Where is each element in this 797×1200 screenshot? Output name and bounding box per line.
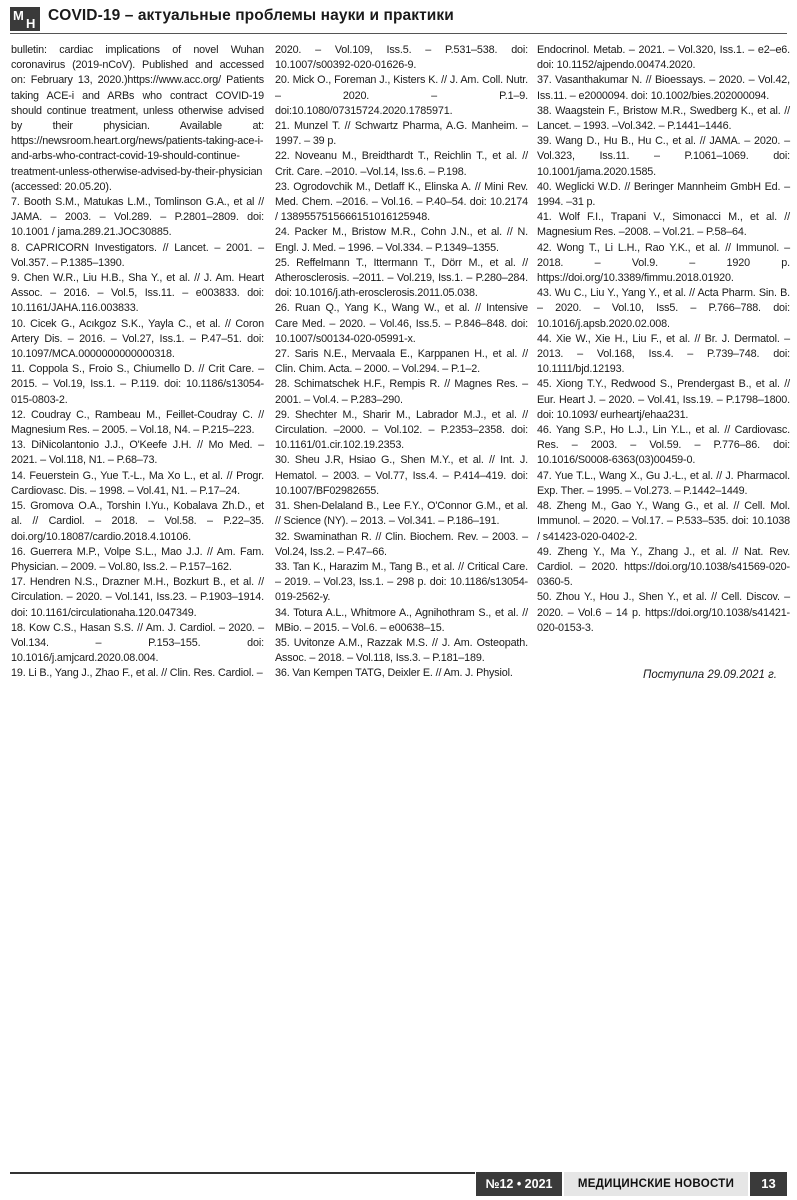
reference-entry: 26. Ruan Q., Yang K., Wang W., et al. // Intensive Care Med. – 2020. – Vol.46, Iss.5. – P.846–848. doi: 10.1007/s00134-020-05991-x. [275,302,528,345]
reference-entry: 14. Feuerstein G., Yue T.-L., Ma Xo L., et al. // Progr. Cardiovasc. Dis. – 1998. – Vol.41, N1. – P.17–24. [11,469,264,497]
reference-entry: Endocrinol. Metab. – 2021. – Vol.320, Iss.1. – e2–e6. doi: 10.1152/ajpendo.00474.2020. [537,44,790,72]
references-column-3 [537,43,790,636]
logo-letter-m: М [13,8,24,23]
reference-entry: 41. Wolf F.I., Trapani V., Simonacci M., et al. // Magnesium Res. –2008. – Vol.21. – P.58–64. [537,211,790,239]
reference-entry: 48. Zheng M., Gao Y., Wang G., et al. // Cell. Mol. Immunol. – 2020. – Vol.17. – P.533–535. doi: 10.1038 / s41423-020-0402-2. [537,500,790,543]
reference-entry: 39. Wang D., Hu B., Hu C., et al. // JAMA. – 2020. – Vol.323, Iss.11. – P.1061–1069. doi: 10.1001/jama.2020.1585. [537,135,790,178]
reference-entry: 29. Shechter M., Sharir M., Labrador M.J., et al. // Circulation. –2000. – Vol.102. – P.2353–2358. doi: 10.1161/01.cir.102.19.2353. [275,408,528,452]
reference-entry: 47. Yue T.L., Wang X., Gu J.-L., et al. // J. Pharmacol. Exp. Ther. – 1995. – Vol.273. – P.1442–1449. [537,469,790,497]
reference-entry: 8. CAPRICORN Investigators. // Lancet. – 2001. – Vol.357. – P.1385–1390. [11,241,264,269]
reference-entry: 42. Wong T., Li L.H., Rao Y.K., et al. // Immunol. – 2018. – Vol.9. – 1920 p. https://doi.org/10.3389/fimmu.2018.01920. [537,241,790,285]
reference-entry: 32. Swaminathan R. // Clin. Biochem. Rev. – 2003. – Vol.24, Iss.2. – P.47–66. [275,530,528,558]
reference-entry: 11. Coppola S., Froio S., Chiumello D. // Crit Care. – 2015. – Vol.19, Iss.1. – P.119. doi: 10.1186/s13054-015-0803-2. [11,363,264,406]
reference-entry: 10. Cicek G., Acıkgoz S.K., Yayla C., et al. // Coron Artery Dis. – 2016. – Vol.27, Iss.1. – P.47–51. doi: 10.1097/MCA.0000000000000318. [11,317,264,361]
reference-entry: 13. DiNicolantonio J.J., O'Keefe J.H. // Mo Med. – 2021. – Vol.118, N1. – P.68–73. [11,439,264,467]
reference-entry: 46. Yang S.P., Ho L.J., Lin Y.L., et al. // Cardiovasc. Res. – 2003. – Vol.59. – P.776–86. doi: 10.1016/S0008-6363(03)00459-0. [537,424,790,467]
reference-entry: 19. Li B., Yang J., Zhao F., et al. // Clin. Res. Cardiol. – [11,667,263,680]
page-header [0,0,797,34]
reference-entry: 17. Hendren N.S., Drazner M.H., Bozkurt B., et al. // Circulation. – 2020. – Vol.141, Iss.23. – P.1903–1914. doi: 10.1161/circulationaha.120.047349. [11,576,264,619]
reference-entry: 21. Munzel T. // Schwartz Pharma, A.G. Manheim. – 1997. – 39 p. [275,120,528,148]
footer-divider [10,1172,475,1174]
references-column-1 [11,43,264,682]
reference-entry: 34. Totura A.L., Whitmore A., Agnihothram S., et al. // MBio. – 2015. – Vol.6. – e00638–15. [275,606,528,634]
logo-letter-n: Н [26,16,36,31]
issue-number: №12 • 2021 [476,1172,562,1196]
reference-entry: 18. Kow C.S., Hasan S.S. // Am. J. Cardiol. – 2020. – Vol.134. – P.153–155. doi: 10.1016/j.amjcard.2020.08.004. [11,621,264,665]
header-divider [10,33,787,34]
reference-entry: 31. Shen-Delaland B., Lee F.Y., O'Connor G.M., et al. // Science (NY). – 2013. – Vol.341. – P.186–191. [275,500,528,528]
reference-entry: 2020. – Vol.109, Iss.5. – P.531–538. doi: 10.1007/s00392-020-01626-9. [275,44,528,72]
reference-entry: 7. Booth S.M., Matukas L.M., Tomlinson G.A., et al // JAMA. – 2003. – Vol.289. – P.2801–2809. doi: 10.1001 / jama.289.21.JOC30885. [11,196,264,239]
reference-entry: 38. Waagstein F., Bristow M.R., Swedberg K., et al. // Lancet. – 1993. –Vol.342. – P.1441–1446. [537,104,790,133]
reference-entry: 49. Zheng Y., Ma Y., Zhang J., et al. // Nat. Rev. Cardiol. – 2020. https://doi.org/10.1038/s41569-020-0360-5. [537,545,790,589]
reference-entry: 33. Tan K., Harazim M., Tang B., et al. // Critical Care. – 2019. – Vol.23, Iss.1. – 298 p. doi: 10.1186/s13054-019-2562-y. [275,560,528,604]
reference-entry: 35. Uvitonze A.M., Razzak M.S. // J. Am. Osteopath. Assoc. – 2018. – Vol.118, Iss.3. – P.181–189. [275,636,528,665]
reference-entry: bulletin: cardiac implications of novel Wuhan coronavirus (2019-nCoV). Published and accessed on: February 13, 2020.)https://www.acc.org/ Patients taking ACE-i and ARBs who contract COVID-19 should continue treatment, unless otherwise advised by their physician. Available at: https://newsroom.heart.org/news/patients-taking-ace-i-and-arbs-who-contract-covid-19-should-continue-treatment-unless-otherwise-advised-by-their-physician (accessed: 20.05.20). [11,44,264,193]
page-number: 13 [750,1172,787,1196]
reference-entry: 12. Coudray C., Rambeau M., Feillet-Coudray C. // Magnesium Res. – 2005. – Vol.18, N4. – P.215–223. [11,408,264,437]
page-footer [0,1170,797,1200]
reference-entry: 27. Saris N.E., Mervaala E., Karppanen H., et al. // Clin. Chim. Acta. – 2000. – Vol.294. – P.1–2. [275,348,528,376]
references-column-2 [275,43,528,682]
reference-entry: 9. Chen W.R., Liu H.B., Sha Y., et al. // J. Am. Heart Assoc. – 2016. – Vol.5, Iss.11. – e003833. doi: 10.1161/JAHA.116.003833. [11,272,264,315]
reference-entry: 37. Vasanthakumar N. // Bioessays. – 2020. – Vol.42, Iss.11. – e2000094. doi: 10.1002/bies.202000094. [537,74,790,102]
reference-entry: 44. Xie W., Xie H., Liu F., et al. // Br. J. Dermatol. – 2013. – Vol.168, Iss.4. – P.739–748. doi: 10.1111/bjd.12193. [537,332,790,376]
reference-entry: 25. Reffelmann T., Ittermann T., Dörr M., et al. // Atherosclerosis. –2011. – Vol.219, Iss.1. – P.280–284. doi: 10.1016/j.ath-erosclerosis.2011.05.038. [275,256,528,300]
reference-entry: 22. Noveanu M., Breidthardt T., Reichlin T., et al. // Crit. Care. –2010. –Vol.14, Iss.6. – P.198. [275,150,528,178]
reference-entry: 24. Packer M., Bristow M.R., Cohn J.N., et al. // N. Engl. J. Med. – 1996. – Vol.334. – P.1349–1355. [275,226,528,254]
reference-entry: 28. Schimatschek H.F., Rempis R. // Magnes Res. – 2001. – Vol.4. – P.283–290. [275,378,528,406]
journal-logo [10,7,40,31]
reference-entry: 23. Ogrodovchik M., Detlaff K., Elinska A. // Mini Rev. Med. Chem. –2016. – Vol.16. – P.40–54. doi: 10.2174 / 1389557515666151016125948. [275,180,528,224]
received-date: Поступила 29.09.2021 г. [643,669,777,681]
reference-entry: 40. Weglicki W.D. // Beringer Mannheim GmbH Ed. – 1994. –31 p. [537,180,790,209]
reference-entry: 43. Wu C., Liu Y., Yang Y., et al. // Acta Pharm. Sin. B. – 2020. – Vol.10, Iss5. – P.766–788. doi: 10.1016/j.apsb.2020.02.008. [537,287,790,330]
section-title: COVID-19 – актуальные проблемы науки и практики [48,7,454,24]
reference-entry: 30. Sheu J.R, Hsiao G., Shen M.Y., et al. // Int. J. Hematol. – 2003. – Vol.77, Iss.4. – P.414–419. doi: 10.1007/BF02982655. [275,454,528,497]
reference-entry: 50. Zhou Y., Hou J., Shen Y., et al. // Cell. Discov. – 2020. – Vol.6 – 14 p. https://doi.org/10.1038/s41421-020-0153-3. [537,591,790,634]
reference-entry: 15. Gromova O.A., Torshin I.Yu., Kobalava Zh.D., et al. // Cardiol. – 2018. – Vol.58. – P.22–35. doi.org/10.18087/cardio.2018.4.10106. [11,500,264,543]
reference-entry: 36. Van Kempen TATG, Deixler E. // Am. J. Physiol. [275,667,513,680]
journal-name: МЕДИЦИНСКИЕ НОВОСТИ [564,1172,748,1196]
reference-entry: 16. Guerrera M.P., Volpe S.L., Mao J.J. // Am. Fam. Physician. – 2009. – Vol.80, Iss.2. – P.157–162. [11,545,264,573]
reference-entry: 45. Xiong T.Y., Redwood S., Prendergast B., et al. // Eur. Heart J. – 2020. – Vol.41, Iss.19. – P.1798–1800. doi: 10.1093/ eurheartj/ehaa231. [537,378,790,421]
reference-entry: 20. Mick O., Foreman J., Kisters K. // J. Am. Coll. Nutr. – 2020. – P.1–9. doi:10.1080/07315724.2020.1785971. [275,74,528,117]
